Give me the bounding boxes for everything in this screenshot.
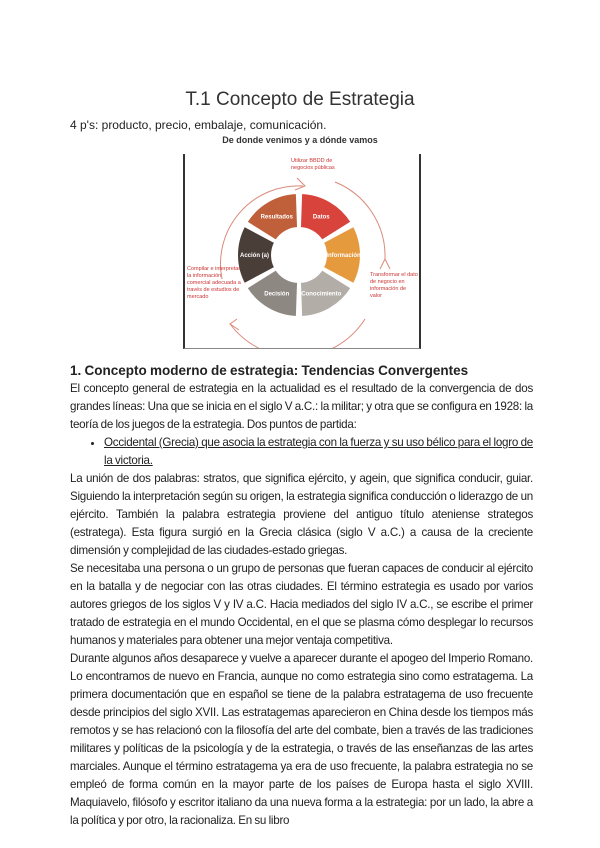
segment-label: Resultados [260, 214, 293, 221]
note-top-text: Utilizar BBDD de negocios públicas [291, 158, 335, 171]
section-heading: 1. Concepto moderno de estrategia: Tendencias Convergentes [70, 363, 469, 378]
note-left: Compilar e interpretar la información comercial adecuada a través de estudios de mercado [187, 266, 241, 300]
paragraph: Durante algunos años desaparece y vuelve a aparecer durante el apogeo del Imperio Romano. Lo encontramos de nuevo en Francia, aunque no como estrategia sino como estratagema. La primera documentación que en español se tiene de la palabra estratagema de uso frecuente desde principios del siglo XVII. Las estratagemas aparecieron en China desde los tiempos más remotos y se has relacionó con la filosofía del arte del combate, bien a través de las tradiciones militares y políticas de la psicología y de la estrategia, o través de las enseñanzas de las artes marciales. Aunque el término estratagema ya era de uso frecuente, la palabra estrategia no se empleó de forma común en la mayor parte de los países de Europa hasta el siglo XVIII. Maquiavelo, filósofo y escritor italiano da una nueva forma a la estrategia: por un lado, la abre a la política y por otro, la racionaliza. En su libro [70, 652, 533, 827]
cycle-diagram [183, 154, 421, 349]
arrowhead-right [380, 259, 390, 269]
segment-label: Información [326, 253, 361, 259]
note-right: Transformar el dato de negocio en información de valor [370, 272, 418, 299]
paragraph: El concepto general de estrategia en la actualidad es el resultado de la convergencia de dos grandes líneas: Una que se inicia en el siglo V a.C.: la militar; y otra que se configura en 1928: la teoría de los juegos de la estrategia. Dos puntos de partida: [70, 382, 533, 431]
segment-label: Conocimiento [301, 291, 342, 298]
paragraph: Se necesitaba una persona o un grupo de personas que fueran capaces de conducir al ejército en la batalla y de negociar con las otras ciudades. El término estrategia es usado por varios autores griegos de los siglos V y IV a.C. Hacia mediados del siglo IV a.C., se escribe el primer tratado de estrategia en el mundo Occidental, en el que se plasma cómo desplegar lo recursos humanos y materiales para obtener una mejor ventaja competitiva. [70, 562, 533, 647]
bullet-list [70, 434, 533, 470]
page-title: T.1 Concepto de Estrategia [185, 89, 415, 110]
segment-label: Decisión [264, 291, 290, 298]
segment-label: Acción (a) [239, 253, 270, 259]
segment-label: Datos [312, 214, 330, 221]
bullet-item: • Occidental (Grecia) que asocia la estrategia con la fuerza y su uso bélico para el logro de la victoria. [104, 434, 533, 470]
paragraph: La unión de dos palabras: stratos, que significa ejército, y agein, que significa conducir, guiar. Siguiendo la interpretación según su origen, la estrategia significa conducción o liderazgo de un ejército. También la palabra estrategia proviene del antiguo título ateniense strategos (estratega). Esta figura surgió en la Grecia clásica (siglo V a.C.) a causa de la creciente dimensión y complejidad de las ciudades-estado griegas. [70, 472, 533, 557]
section-body [70, 362, 533, 830]
cycle-diagram-svg [185, 154, 419, 348]
arrow-bottom [230, 319, 365, 348]
figure-caption: De donde venimos y a dónde vamos [222, 135, 378, 145]
subtitle: 4 p's: producto, precio, embalaje, comunicación. [70, 118, 327, 132]
